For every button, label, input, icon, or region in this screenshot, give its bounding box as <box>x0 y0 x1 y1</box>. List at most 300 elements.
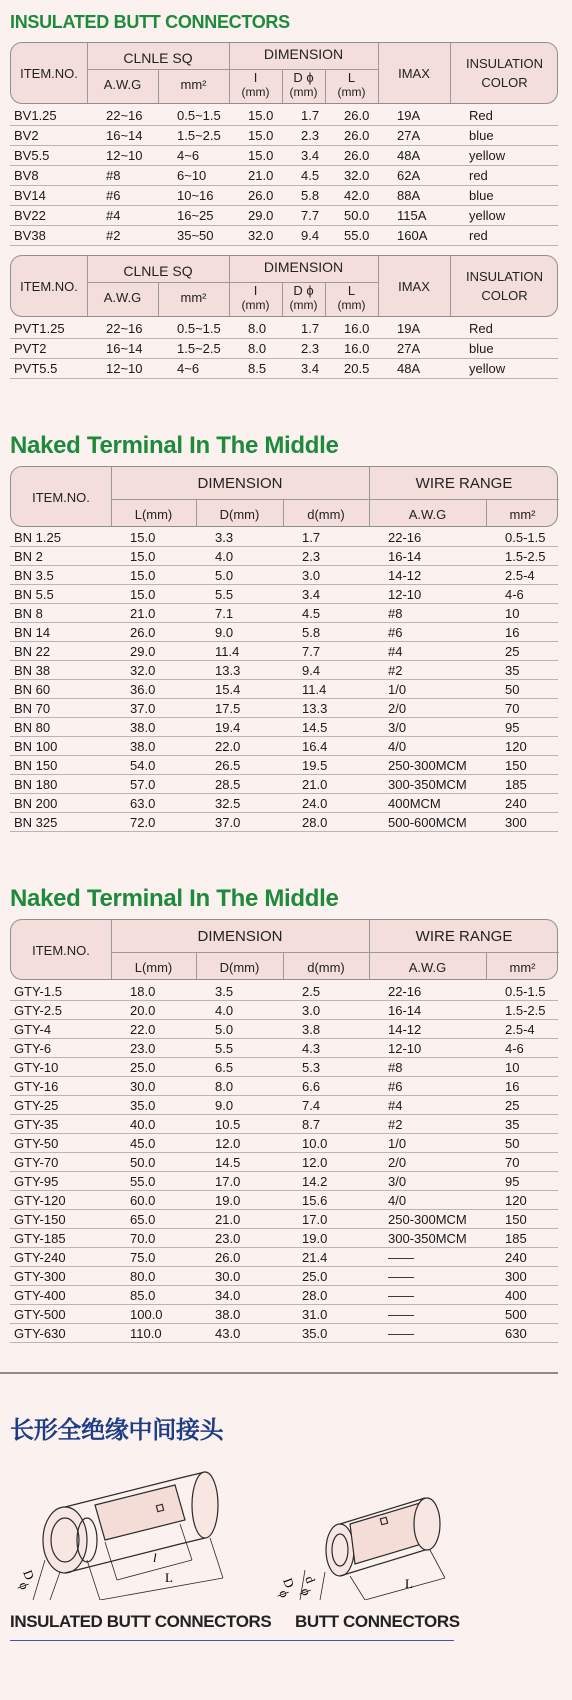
cell-mm2: 240 <box>495 794 558 813</box>
cell-l: 55.0 <box>120 1172 205 1191</box>
header-imax: IMAX <box>398 279 430 294</box>
cell-D: 5.0 <box>205 1020 292 1039</box>
cell-D: 19.4 <box>205 718 292 737</box>
cell-D: 23.0 <box>205 1229 292 1248</box>
cell-dphi: 1.7 <box>291 319 334 339</box>
cell-awg: 12-10 <box>378 585 495 604</box>
cell-D: 3.3 <box>205 528 292 547</box>
cell-l: 30.0 <box>120 1077 205 1096</box>
right-label-d: D <box>280 1575 298 1590</box>
cell-mm2: 120 <box>495 737 558 756</box>
cell-d: 11.4 <box>292 680 378 699</box>
table-row <box>10 1305 558 1324</box>
cell-imax: 19A <box>387 319 459 339</box>
cell-awg: 22~16 <box>96 319 167 339</box>
header-D: D(mm) <box>219 960 260 975</box>
cell-dphi: 7.7 <box>291 206 334 226</box>
cell-awg: #2 <box>96 226 167 246</box>
cell-item-no: BV38 <box>10 226 96 246</box>
header-item-no: ITEM.NO. <box>20 66 78 81</box>
cell-i: 29.0 <box>238 206 291 226</box>
cell-mm2: 50 <box>495 680 558 699</box>
right-label-l-big: L <box>405 1576 413 1591</box>
cell-mm2: 95 <box>495 1172 558 1191</box>
header-l-unit: (mm) <box>337 85 366 99</box>
left-label-l-big: L <box>165 1570 173 1585</box>
cell-dphi: 5.8 <box>291 186 334 206</box>
insulated-table-2 <box>10 319 558 379</box>
cell-d: 28.0 <box>292 1286 378 1305</box>
cell-l: 20.0 <box>120 1001 205 1020</box>
cell-l: 85.0 <box>120 1286 205 1305</box>
cell-d: 7.4 <box>292 1096 378 1115</box>
cell-awg: 2/0 <box>378 1153 495 1172</box>
cell-imax: 88A <box>387 186 459 206</box>
cell-l: 32.0 <box>334 166 387 186</box>
table-row <box>10 566 558 585</box>
cell-mm2: 0.5-1.5 <box>495 528 558 547</box>
cell-D: 43.0 <box>205 1324 292 1343</box>
cell-d: 16.4 <box>292 737 378 756</box>
cell-item-no: PVT1.25 <box>10 319 96 339</box>
cell-D: 17.5 <box>205 699 292 718</box>
cell-item-no: GTY-95 <box>10 1172 120 1191</box>
cell-awg: #6 <box>96 186 167 206</box>
cell-d: 12.0 <box>292 1153 378 1172</box>
cell-d: 3.0 <box>292 566 378 585</box>
cell-d: 10.0 <box>292 1134 378 1153</box>
cell-awg: #4 <box>378 1096 495 1115</box>
table-row <box>10 1210 558 1229</box>
cell-dphi: 1.7 <box>291 106 334 126</box>
table-row <box>10 813 558 832</box>
cell-d: 21.4 <box>292 1248 378 1267</box>
cell-awg: 12~10 <box>96 146 167 166</box>
cell-i: 8.5 <box>238 359 291 379</box>
cell-i: 21.0 <box>238 166 291 186</box>
cell-awg: #8 <box>96 166 167 186</box>
cell-d: 2.3 <box>292 547 378 566</box>
cell-item-no: PVT5.5 <box>10 359 96 379</box>
cell-awg: 22~16 <box>96 106 167 126</box>
table-row <box>10 319 558 339</box>
naked-table-header-2 <box>10 919 558 980</box>
cell-item-no: GTY-185 <box>10 1229 120 1248</box>
table-row <box>10 718 558 737</box>
cell-mm2: 50 <box>495 1134 558 1153</box>
cell-awg: —— <box>378 1305 495 1324</box>
table-row <box>10 1267 558 1286</box>
cell-item-no: GTY-25 <box>10 1096 120 1115</box>
header-awg: A.W.G <box>408 507 447 522</box>
cell-d: 4.3 <box>292 1039 378 1058</box>
cell-awg: #8 <box>378 604 495 623</box>
table-row <box>10 547 558 566</box>
cell-l: 60.0 <box>120 1191 205 1210</box>
header-l: L <box>347 70 356 85</box>
table-row <box>10 339 558 359</box>
table-row <box>10 126 558 146</box>
cell-awg: 300-350MCM <box>378 1229 495 1248</box>
header-i-unit: (mm) <box>241 298 270 312</box>
cell-i: 26.0 <box>238 186 291 206</box>
right-label-phi: ϕ <box>276 1587 293 1600</box>
cell-color: Red <box>459 319 558 339</box>
cell-d: 14.5 <box>292 718 378 737</box>
cell-mm2: 35 <box>495 1115 558 1134</box>
cell-mm2: 150 <box>495 756 558 775</box>
cell-l: 15.0 <box>120 547 205 566</box>
header-dphi-unit: (mm) <box>289 298 318 312</box>
cell-i: 15.0 <box>238 146 291 166</box>
cell-l: 54.0 <box>120 756 205 775</box>
cell-l: 26.0 <box>334 126 387 146</box>
cell-awg: #2 <box>378 661 495 680</box>
header-dimension: DIMENSION <box>197 928 283 945</box>
header-insulation: INSULATION <box>465 269 544 284</box>
cell-D: 21.0 <box>205 1210 292 1229</box>
header-l: L <box>347 283 356 298</box>
table-row <box>10 1039 558 1058</box>
cell-d: 9.4 <box>292 661 378 680</box>
table-row <box>10 661 558 680</box>
cell-item-no: GTY-1.5 <box>10 982 120 1001</box>
header-mm2: mm² <box>509 960 536 975</box>
cell-imax: 160A <box>387 226 459 246</box>
cell-i: 8.0 <box>238 339 291 359</box>
header-d: d(mm) <box>307 507 345 522</box>
cell-l: 29.0 <box>120 642 205 661</box>
cell-D: 8.0 <box>205 1077 292 1096</box>
cell-D: 4.0 <box>205 1001 292 1020</box>
header-l: L(mm) <box>134 960 173 975</box>
cell-dphi: 3.4 <box>291 146 334 166</box>
cell-l: 37.0 <box>120 699 205 718</box>
cell-dphi: 2.3 <box>291 339 334 359</box>
cell-l: 40.0 <box>120 1115 205 1134</box>
cell-mm2: 150 <box>495 1210 558 1229</box>
cell-item-no: GTY-70 <box>10 1153 120 1172</box>
cell-l: 16.0 <box>334 339 387 359</box>
left-label-l-small: l <box>153 1550 157 1565</box>
table-row <box>10 1134 558 1153</box>
cell-d: 1.7 <box>292 528 378 547</box>
table-row <box>10 1286 558 1305</box>
cell-D: 3.5 <box>205 982 292 1001</box>
cell-mm2: 70 <box>495 1153 558 1172</box>
table-row <box>10 1324 558 1343</box>
cell-l: 45.0 <box>120 1134 205 1153</box>
cell-i: 15.0 <box>238 126 291 146</box>
cell-awg: —— <box>378 1286 495 1305</box>
cell-imax: 62A <box>387 166 459 186</box>
cell-item-no: PVT2 <box>10 339 96 359</box>
cell-item-no: BN 3.5 <box>10 566 120 585</box>
cell-item-no: BV14 <box>10 186 96 206</box>
cell-d: 31.0 <box>292 1305 378 1324</box>
cell-dphi: 2.3 <box>291 126 334 146</box>
header-item-no: ITEM.NO. <box>32 943 90 958</box>
connector-diagrams <box>5 1460 550 1600</box>
table-row <box>10 1191 558 1210</box>
table-row <box>10 1058 558 1077</box>
cell-item-no: BN 5.5 <box>10 585 120 604</box>
cell-color: blue <box>459 186 558 206</box>
cell-item-no: BN 14 <box>10 623 120 642</box>
cell-awg: 1/0 <box>378 1134 495 1153</box>
cell-mm2: 10 <box>495 604 558 623</box>
header-awg: A.W.G <box>103 290 142 305</box>
cell-imax: 19A <box>387 106 459 126</box>
cell-color: red <box>459 166 558 186</box>
header-wire-range: WIRE RANGE <box>415 928 513 945</box>
table-row <box>10 775 558 794</box>
table-row <box>10 206 558 226</box>
cell-mm2: 25 <box>495 1096 558 1115</box>
cell-item-no: GTY-120 <box>10 1191 120 1210</box>
table-row <box>10 1153 558 1172</box>
header-awg: A.W.G <box>408 960 447 975</box>
cell-awg: 250-300MCM <box>378 756 495 775</box>
cell-D: 26.5 <box>205 756 292 775</box>
cell-color: blue <box>459 339 558 359</box>
cell-awg: 22-16 <box>378 982 495 1001</box>
naked-section-title-1: Naked Terminal In The Middle <box>10 432 339 459</box>
cell-item-no: GTY-300 <box>10 1267 120 1286</box>
cell-mm2: 16 <box>495 623 558 642</box>
header-D: D(mm) <box>219 507 260 522</box>
cell-d: 7.7 <box>292 642 378 661</box>
table-row <box>10 680 558 699</box>
cell-dphi: 9.4 <box>291 226 334 246</box>
cell-l: 32.0 <box>120 661 205 680</box>
insulated-table-header-2 <box>10 255 558 317</box>
cell-item-no: GTY-240 <box>10 1248 120 1267</box>
cell-awg: —— <box>378 1267 495 1286</box>
cell-l: 100.0 <box>120 1305 205 1324</box>
cell-d: 13.3 <box>292 699 378 718</box>
cell-mm2: 2.5-4 <box>495 1020 558 1039</box>
cell-mm2: 1.5-2.5 <box>495 547 558 566</box>
cell-mm2: 2.5-4 <box>495 566 558 585</box>
cell-item-no: GTY-10 <box>10 1058 120 1077</box>
cell-awg: 4/0 <box>378 1191 495 1210</box>
cell-awg: 16~14 <box>96 126 167 146</box>
cell-D: 11.4 <box>205 642 292 661</box>
cell-item-no: BV8 <box>10 166 96 186</box>
cell-mm2: 120 <box>495 1191 558 1210</box>
cell-d: 25.0 <box>292 1267 378 1286</box>
cell-item-no: GTY-50 <box>10 1134 120 1153</box>
insulated-table-1 <box>10 106 558 246</box>
cell-awg: #8 <box>378 1058 495 1077</box>
cell-D: 32.5 <box>205 794 292 813</box>
table-row <box>10 623 558 642</box>
cell-item-no: BN 80 <box>10 718 120 737</box>
table-row <box>10 359 558 379</box>
cell-mm2: 400 <box>495 1286 558 1305</box>
table-row <box>10 982 558 1001</box>
cell-awg: 300-350MCM <box>378 775 495 794</box>
table-row <box>10 756 558 775</box>
cell-awg: 500-600MCM <box>378 813 495 832</box>
cell-mm2: 6~10 <box>167 166 238 186</box>
cell-mm2: 25 <box>495 642 558 661</box>
cell-mm2: 1.5~2.5 <box>167 339 238 359</box>
butt-connector-drawing <box>300 1498 445 1600</box>
cell-item-no: GTY-4 <box>10 1020 120 1039</box>
cell-d: 21.0 <box>292 775 378 794</box>
cell-item-no: BN 1.25 <box>10 528 120 547</box>
cell-d: 19.5 <box>292 756 378 775</box>
cell-item-no: GTY-35 <box>10 1115 120 1134</box>
cell-awg: 250-300MCM <box>378 1210 495 1229</box>
cell-l: 23.0 <box>120 1039 205 1058</box>
header-item-no: ITEM.NO. <box>32 490 90 505</box>
cell-item-no: BN 8 <box>10 604 120 623</box>
header-color: COLOR <box>481 75 528 90</box>
table-row <box>10 1096 558 1115</box>
table-row <box>10 1115 558 1134</box>
cell-D: 34.0 <box>205 1286 292 1305</box>
cell-D: 4.0 <box>205 547 292 566</box>
cell-color: yellow <box>459 146 558 166</box>
cell-d: 3.4 <box>292 585 378 604</box>
cell-D: 19.0 <box>205 1191 292 1210</box>
cell-awg: 22-16 <box>378 528 495 547</box>
section-divider <box>0 1372 558 1374</box>
cell-D: 15.4 <box>205 680 292 699</box>
header-d: d(mm) <box>307 960 345 975</box>
cell-D: 26.0 <box>205 1248 292 1267</box>
cell-D: 17.0 <box>205 1172 292 1191</box>
table-row <box>10 1077 558 1096</box>
header-item-no: ITEM.NO. <box>20 279 78 294</box>
header-awg: A.W.G <box>103 77 142 92</box>
cell-imax: 27A <box>387 339 459 359</box>
caption-insulated-butt-connectors: INSULATED BUTT CONNECTORS <box>10 1612 272 1631</box>
cell-item-no: GTY-400 <box>10 1286 120 1305</box>
cell-D: 7.1 <box>205 604 292 623</box>
table-row <box>10 146 558 166</box>
table-row <box>10 1229 558 1248</box>
table-row <box>10 585 558 604</box>
cell-l: 50.0 <box>120 1153 205 1172</box>
cell-l: 20.5 <box>334 359 387 379</box>
cell-item-no: BV2 <box>10 126 96 146</box>
cell-l: 110.0 <box>120 1324 205 1343</box>
cell-l: 42.0 <box>334 186 387 206</box>
cell-d: 2.5 <box>292 982 378 1001</box>
cell-mm2: 10 <box>495 1058 558 1077</box>
cell-D: 22.0 <box>205 737 292 756</box>
cell-l: 18.0 <box>120 982 205 1001</box>
right-label-phi-small: ϕ <box>298 1585 315 1598</box>
cell-item-no: GTY-150 <box>10 1210 120 1229</box>
cell-d: 5.3 <box>292 1058 378 1077</box>
table-row <box>10 642 558 661</box>
cell-awg: 12~10 <box>96 359 167 379</box>
cell-awg: #4 <box>96 206 167 226</box>
cell-mm2: 4-6 <box>495 1039 558 1058</box>
cell-l: 57.0 <box>120 775 205 794</box>
table-row <box>10 737 558 756</box>
cell-l: 80.0 <box>120 1267 205 1286</box>
cell-imax: 115A <box>387 206 459 226</box>
cell-item-no: BV5.5 <box>10 146 96 166</box>
header-dimension: DIMENSION <box>197 475 283 492</box>
cell-D: 5.5 <box>205 1039 292 1058</box>
cell-d: 24.0 <box>292 794 378 813</box>
cell-mm2: 300 <box>495 813 558 832</box>
cell-l: 63.0 <box>120 794 205 813</box>
header-i-unit: (mm) <box>241 85 270 99</box>
cell-l: 38.0 <box>120 718 205 737</box>
cell-D: 6.5 <box>205 1058 292 1077</box>
cell-d: 14.2 <box>292 1172 378 1191</box>
cell-mm2: 630 <box>495 1324 558 1343</box>
cell-mm2: 500 <box>495 1305 558 1324</box>
table-row <box>10 1001 558 1020</box>
caption-underline <box>10 1640 454 1641</box>
cell-item-no: BN 2 <box>10 547 120 566</box>
cell-mm2: 0.5~1.5 <box>167 106 238 126</box>
naked-table-1 <box>10 528 558 832</box>
cell-item-no: BN 70 <box>10 699 120 718</box>
cell-d: 19.0 <box>292 1229 378 1248</box>
cell-dphi: 4.5 <box>291 166 334 186</box>
cell-l: 16.0 <box>334 319 387 339</box>
cell-awg: 400MCM <box>378 794 495 813</box>
cell-awg: 3/0 <box>378 1172 495 1191</box>
cell-mm2: 1.5~2.5 <box>167 126 238 146</box>
cell-color: Red <box>459 106 558 126</box>
left-label-phi: ϕ <box>16 1579 33 1592</box>
header-mm2: mm² <box>509 507 536 522</box>
cell-d: 28.0 <box>292 813 378 832</box>
header-mm2: mm² <box>180 290 207 305</box>
cell-item-no: BV1.25 <box>10 106 96 126</box>
header-l: L(mm) <box>134 507 173 522</box>
cell-item-no: BN 38 <box>10 661 120 680</box>
cell-D: 9.0 <box>205 1096 292 1115</box>
header-dphi: D ϕ <box>293 70 314 85</box>
cell-color: blue <box>459 126 558 146</box>
table-row <box>10 528 558 547</box>
cell-d: 4.5 <box>292 604 378 623</box>
cell-awg: 14-12 <box>378 1020 495 1039</box>
cell-item-no: BV22 <box>10 206 96 226</box>
header-insulation: INSULATION <box>465 56 544 71</box>
cell-mm2: 16 <box>495 1077 558 1096</box>
cell-mm2: 4~6 <box>167 359 238 379</box>
table-row <box>10 106 558 126</box>
cell-i: 15.0 <box>238 106 291 126</box>
cell-D: 38.0 <box>205 1305 292 1324</box>
cell-l: 72.0 <box>120 813 205 832</box>
table-row <box>10 604 558 623</box>
cell-mm2: 0.5~1.5 <box>167 319 238 339</box>
cell-l: 21.0 <box>120 604 205 623</box>
cell-item-no: GTY-2.5 <box>10 1001 120 1020</box>
table-row <box>10 794 558 813</box>
header-l-unit: (mm) <box>337 298 366 312</box>
naked-section-title-2: Naked Terminal In The Middle <box>10 885 339 912</box>
cell-l: 26.0 <box>334 106 387 126</box>
header-dphi: D ϕ <box>293 283 314 298</box>
cell-dphi: 3.4 <box>291 359 334 379</box>
insulated-butt-connector-drawing <box>33 1472 223 1600</box>
